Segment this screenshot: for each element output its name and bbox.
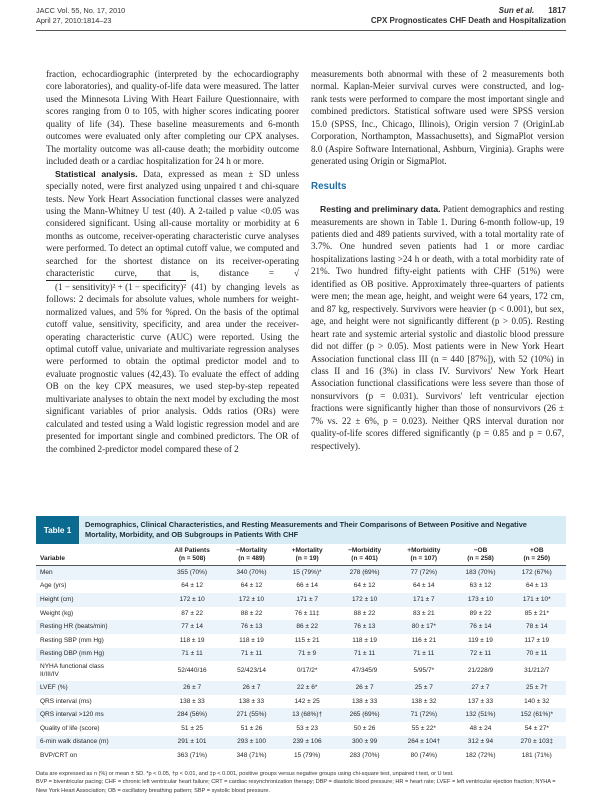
journal-date-pages: April 27, 2010:1814–23: [36, 16, 112, 25]
table-row: [36, 749, 566, 763]
distance-formula: (1 − sensitivity)² + (1 − specificity)²: [46, 280, 186, 293]
author-running: Sun et al.: [498, 6, 535, 15]
table-cell: 152 (61%)*: [508, 708, 566, 722]
table-cell: 88 ± 22: [353, 609, 376, 617]
row-label: Quality of life (score): [40, 724, 100, 732]
table-cell: 172 ± 10: [335, 593, 394, 607]
column-n: (n = 107): [410, 555, 438, 562]
column-header: [394, 544, 453, 566]
table-cell: 77 (72%): [394, 566, 453, 580]
table-cell: 300 ± 99: [335, 736, 394, 750]
table-cell: 5/95/7*: [413, 667, 435, 675]
table-cell: 26 ± 7: [161, 681, 224, 695]
table-cell: 118 ± 19: [179, 636, 205, 644]
table-row: [36, 708, 566, 722]
table-cell: 119 ± 19: [468, 636, 493, 644]
table-cell: 116 ± 21: [411, 636, 437, 644]
table-cell: 64 ± 13: [525, 582, 548, 590]
row-label: Weight (kg): [40, 609, 74, 617]
table-cell: 64 ± 14: [413, 582, 435, 590]
table-footnotes: [36, 770, 566, 795]
table-cell: 13 (68%)†: [279, 708, 335, 722]
table-cell: 78 ± 14: [508, 620, 566, 634]
results-heading: Results: [311, 180, 347, 192]
column-n: (n = 250): [523, 555, 551, 562]
table-cell: 54 ± 27*: [524, 724, 549, 732]
paragraph-software: measurements both abnormal with these of 2 measurements both normal. Kaplan-Meier survival curves were constructed, and log-rank tests were performed to compare the most important single and combined predictors. Statistical software used were SPSS version 15.0 (SPSS, Inc., Chicago, Illinois), Origin version 7 (OriginLab Corporation, Northampton, Massachusetts), and SigmaPlot version 8.0 (Aspire Software International, Ashburn, Virginia). Graphs were generated using Origin or SigmaPlot.: [311, 69, 564, 167]
stat-text-a: Data, expressed as mean ± SD unless specially noted, were first analyzed using unpaired t and chi-square tests. New York Heart Association functional classes were analyzed using the Mann-Whitney U test (40). A 2-tailed p value <0.05 was considered significant. Using all-cause mortality or morbidity at 6 months as outcome, receiver-operating characteristic curve analyses were performed. To detect an optimal cutoff value, we computed and searched for the shortest distance on its receiver-operating characteristic curve, that is, distance =: [46, 168, 299, 279]
footnote-statistics: Data are expressed as n (%) or mean ± SD. *p < 0.05, †p < 0.01, and ‡p < 0.001, positive groups versus negative groups using chi-square test, unpaired t test, or U test.: [36, 771, 454, 777]
table-cell: 71 ± 11: [394, 648, 453, 662]
table-cell: 71 (72%): [394, 708, 453, 722]
table-row: [36, 661, 566, 681]
column-header: [279, 544, 335, 566]
row-label: Resting DBP (mm Hg): [36, 648, 161, 662]
row-label: QRS interval >120 ms: [36, 708, 161, 722]
table-title: Demographics, Clinical Characteristics, and Resting Measurements and Their Comparisons of Between Positive and Negative Mortality, Morbidity, and OB Subgroups in Patients With CHF: [79, 516, 566, 544]
table-cell: 26 ± 7: [335, 681, 394, 695]
column-name: All Patients: [174, 547, 210, 554]
table-cell: 348 (71%): [236, 751, 267, 759]
table-cell: 239 ± 106: [279, 736, 335, 750]
table-label: Table 1: [36, 516, 79, 544]
table-cell: 118 ± 19: [352, 636, 377, 644]
table-rows: [36, 566, 566, 763]
column-n: (n = 19): [295, 555, 319, 562]
table-cell: 55 ± 22*: [411, 724, 436, 732]
table-cell: 85 ± 21*: [524, 609, 549, 617]
page-number: 1817: [548, 6, 566, 15]
table-cell: 71 ± 11: [224, 648, 280, 662]
table-row: [36, 620, 566, 634]
page-header: [36, 6, 566, 46]
column-name: −Morbidity: [348, 547, 382, 554]
table-cell: 140 ± 32: [524, 697, 550, 705]
table-row: [36, 634, 566, 648]
table-cell: 171 ± 10*: [508, 593, 566, 607]
table-cell: 15 (79%)*: [279, 566, 335, 580]
table-cell: 283 (70%): [349, 751, 380, 759]
table-cell: 47/345/9: [351, 667, 378, 675]
table-row: [36, 736, 566, 750]
table-cell: 115 ± 21: [294, 636, 320, 644]
table-cell: 265 (69%): [335, 708, 394, 722]
table-cell: 72 ± 11: [453, 648, 507, 662]
row-label: QRS interval (ms): [40, 697, 92, 705]
table-cell: 51 ± 26: [240, 724, 263, 732]
table-cell: 52/423/14: [237, 667, 266, 675]
table-cell: 63 ± 12: [469, 582, 492, 590]
statistical-analysis-heading: Statistical analysis.: [55, 168, 138, 179]
table-cell: 87 ± 22: [181, 609, 203, 617]
table-cell: 171 ± 7: [394, 593, 453, 607]
column-header: [36, 544, 161, 566]
table-cell: 117 ± 19: [524, 636, 550, 644]
table-cell: 271 (55%): [224, 708, 280, 722]
column-header: [335, 544, 394, 566]
row-label: Men: [36, 566, 161, 580]
table-cell: 278 (69%): [335, 566, 394, 580]
journal-info: [36, 6, 125, 26]
row-label: Age (yrs): [40, 582, 67, 590]
column-header: [161, 544, 224, 566]
table-cell: 137 ± 33: [467, 697, 494, 705]
column-header: [453, 544, 507, 566]
resting-data-text: Patient demographics and resting measurements are shown in Table 1. During 6-month follow-up, 19 patients died and 489 patients survived, with a total mortality rate of 3.7%. One hundred seven patients had 1 or more cardiac hospitalizations lasting >24 h or death, with a total morbidity rate of 21%. Two hundred fifty-eight patients with CHF (51%) were identified as OB positive. Approximately three-quarters of patients were men; the mean age, height, and weight were 64 years, 172 cm, and 87 kg, respectively. Survivors were heavier (p < 0.001), but sex, age, and height were not significantly different (p > 0.05). Resting heart rate and systemic arterial systolic and diastolic blood pressure did not differ (p > 0.05). Most patients were in New York Heart Association functional class III (n = 440 [87%]), with 52 (10%) in class II and 16 (3%) in class IV. Survivors' New York Heart Association functional classifications were less severe than those of nonsurvivors (p = 0.031). Survivors' left ventricular ejection fractions were significantly higher than those of nonsurvivors (26 ± 7% vs. 22 ± 6%, p = 0.023). Neither QRS interval duration nor quality-of-life scores differed significantly (p = 0.85 and p = 0.67, respectively).: [311, 204, 565, 451]
column-name: +Mortality: [291, 547, 323, 554]
table-cell: 171 ± 7: [279, 593, 335, 607]
table-cell: 66 ± 14: [296, 582, 318, 590]
table-cell: 48 ± 24: [469, 724, 492, 732]
table-cell: 31/212/7: [524, 667, 550, 675]
table-cell: 71 ± 9: [279, 648, 335, 662]
left-column: [46, 68, 299, 455]
column-name: −OB: [473, 547, 488, 554]
table-cell: 89 ± 22: [469, 609, 492, 617]
stat-text-b: (41) by changing levels as follows: 2 decimals for absolute values, whole numbers for weight-normalized values, and 5% for %pred. On the basis of the optimal cutoff value, sensitivity, specificity, and area under the receiver-operating characteristic curve (AUC) were reported. Using the optimal cutoff value, univariate and multivariate regression analyses were performed to obtain the optimal predictor model and to evaluate prognostic values (42,43). To evaluate the effect of adding OB on the key CPX measures, we used step-by-step repeated multivariate analyses to obtain the next model by excluding the most significant variables of prior analysis. Odds ratios (ORs) were calculated and tested using a Wald logistic regression model and are presented for important single and combined predictors. The OR of the combined 2-predictor model compared these of 2: [46, 281, 299, 454]
table-row: [36, 681, 566, 695]
row-label: BVP/CRT on: [40, 751, 77, 759]
right-column: [311, 68, 564, 452]
table-cell: 182 (72%): [465, 751, 496, 759]
table-cell: 172 ± 10: [161, 593, 224, 607]
table-cell: 71 ± 11: [335, 648, 394, 662]
table-cell: 76 ± 13: [335, 620, 394, 634]
footnote-abbreviations: BVP = biventricular pacing; CHF = chronic left ventricular heart failure; CRT = cardiac resynchronization therapy; DBP = diastolic blood pressure; HR = heart rate; LVEF = left ventricular ejection fraction; NYHA = New York Heart Association; OB = oscillatory breathing pattern; SBP = systolic blood pressure.: [36, 779, 556, 794]
table-row: [36, 566, 566, 580]
table-row: [36, 607, 566, 621]
table-cell: 70 ± 11: [508, 648, 566, 662]
table-cell: 83 ± 21: [413, 609, 435, 617]
table-cell: 172 ± 10: [224, 593, 280, 607]
table-cell: 76 ± 11‡: [294, 609, 320, 617]
table-cell: 15 (79%): [293, 751, 321, 759]
table-cell: 293 ± 100: [224, 736, 280, 750]
table-cell: 183 (70%): [453, 566, 507, 580]
table-cell: 76 ± 14: [453, 620, 507, 634]
table-cell: 50 ± 26: [353, 724, 376, 732]
table-cell: 0/17/2*: [296, 667, 318, 675]
table-cell: 181 (71%): [521, 751, 552, 759]
column-header: [508, 544, 566, 566]
table-cell: 22 ± 6*: [279, 681, 335, 695]
table-cell: 138 ± 33: [351, 697, 378, 705]
table-header-row: [36, 544, 566, 566]
table-cell: 363 (71%): [177, 751, 208, 759]
table-cell: 76 ± 13: [224, 620, 280, 634]
column-name: +OB: [530, 547, 544, 554]
running-title: CPX Prognosticates CHF Death and Hospitalization: [370, 16, 566, 25]
table-row: [36, 722, 566, 736]
column-name: +Morbidity: [407, 547, 441, 554]
column-name: −Mortality: [236, 547, 267, 554]
table-cell: 312 ± 94: [453, 736, 507, 750]
table-cell: 264 ± 104†: [394, 736, 453, 750]
table-row: [36, 648, 566, 662]
table-cell: 21/228/9: [467, 667, 494, 675]
article-info: [371, 6, 566, 26]
row-label: LVEF (%): [36, 681, 161, 695]
table-cell: 355 (70%): [161, 566, 224, 580]
table-cell: 26 ± 7: [224, 681, 280, 695]
header-rule: [36, 30, 566, 31]
column-n: (n = 489): [238, 555, 265, 562]
column-header: [224, 544, 280, 566]
table-cell: 138 ± 33: [238, 697, 265, 705]
column-n: (n = 508): [178, 555, 206, 562]
table-row: [36, 593, 566, 607]
table-cell: 138 ± 33: [179, 697, 205, 705]
table-cell: 25 ± 7: [394, 681, 453, 695]
table-cell: 27 ± 7: [453, 681, 507, 695]
table-cell: 77 ± 14: [161, 620, 224, 634]
table-cell: 80 ± 17*: [394, 620, 453, 634]
journal-citation: JACC Vol. 55, No. 17, 2010: [36, 6, 126, 15]
table-cell: 340 (70%): [224, 566, 280, 580]
table-cell: 52/440/16: [177, 667, 207, 675]
table-cell: 291 ± 101: [161, 736, 224, 750]
row-label: Resting SBP (mm Hg): [40, 636, 104, 644]
table-cell: 64 ± 12: [240, 582, 263, 590]
paragraph-statistical-analysis: Statistical analysis. Data, expressed as mean ± SD unless specially noted, were first analyzed using unpaired t and chi-square tests. New York Heart Association functional classes were analyzed using the Mann-Whitney U test (40). A 2-tailed p value <0.05 was considered significant. Using all-cause mortality or morbidity at 6 months as outcome, receiver-operating characteristic curve analyses were performed. To detect an optimal cutoff value, we computed and searched for the shortest distance on its receiver-operating characteristic curve, that is, distance = √(1 − sensitivity)² + (1 − specificity)² (41) by changing levels as follows: 2 decimals for absolute values, whole numbers for weight-normalized values, and 5% for %pred. On the basis of the optimal cutoff value, sensitivity, specificity, and area under the receiver-operating characteristic curve (AUC) were reported. Using the optimal cutoff value, univariate and multivariate regression analyses were performed to obtain the optimal predictor model and to evaluate prognostic values (42,43). To evaluate the effect of adding OB on the key CPX measures, we used step-by-step repeated multivariate analyses to obtain the next model by excluding the most significant variables of prior analysis. Odds ratios (ORs) were calculated and tested using a Wald logistic regression model and are presented for important single and combined predictors. The OR of the combined 2-predictor model compared these of 2: [46, 168, 299, 454]
table-cell: 25 ± 7†: [508, 681, 566, 695]
row-label: Height (cm): [36, 593, 161, 607]
paragraph-methods-end: fraction, echocardiographic (interpreted by the echocardiography core laboratories), and quality-of-life data were measured. The latter used the Minnesota Living With Heart Failure Questionnaire, with scores ranging from 0 to 105, with higher scores indicating poorer quality of life (34). These baseline measurements and 6-month outcomes were evaluated only after completing our CPX analyses. The mortality outcome was all-cause death; the morbidity outcome included death or a cardiac hospitalization for 24 h or more.: [46, 69, 299, 167]
row-label: Resting HR (beats/min): [36, 620, 161, 634]
resting-data-heading: Resting and preliminary data.: [320, 204, 441, 215]
row-label: NYHA functional class II/III/IV: [40, 663, 104, 679]
column-name: Variable: [40, 555, 65, 562]
table-row: [36, 580, 566, 594]
table-cell: 270 ± 103‡: [508, 736, 566, 750]
table-cell: 88 ± 22: [240, 609, 263, 617]
column-n: (n = 258): [467, 555, 494, 562]
table-cell: 284 (56%): [161, 708, 224, 722]
table-cell: 142 ± 25: [294, 697, 320, 705]
table-cell: 51 ± 25: [181, 724, 203, 732]
table-cell: 118 ± 19: [239, 636, 264, 644]
table-row: [36, 695, 566, 709]
column-n: (n = 401): [351, 555, 378, 562]
table-cell: 172 (67%): [508, 566, 566, 580]
table-cell: 71 ± 11: [161, 648, 224, 662]
table-cell: 80 (74%): [410, 751, 438, 759]
row-label: 6-min walk distance (m): [36, 736, 161, 750]
table-body: [36, 544, 566, 763]
table-1: [36, 516, 566, 763]
table-cell: 138 ± 32: [411, 697, 437, 705]
table-cell: 173 ± 10: [453, 593, 507, 607]
paragraph-resting-data: [311, 203, 564, 452]
table-cell: 53 ± 23: [296, 724, 318, 732]
table-cell: 86 ± 22: [279, 620, 335, 634]
table-cell: 64 ± 12: [353, 582, 376, 590]
table-cell: 64 ± 12: [181, 582, 203, 590]
table-cell: 132 (51%): [453, 708, 507, 722]
table-title-bar: [36, 516, 566, 544]
